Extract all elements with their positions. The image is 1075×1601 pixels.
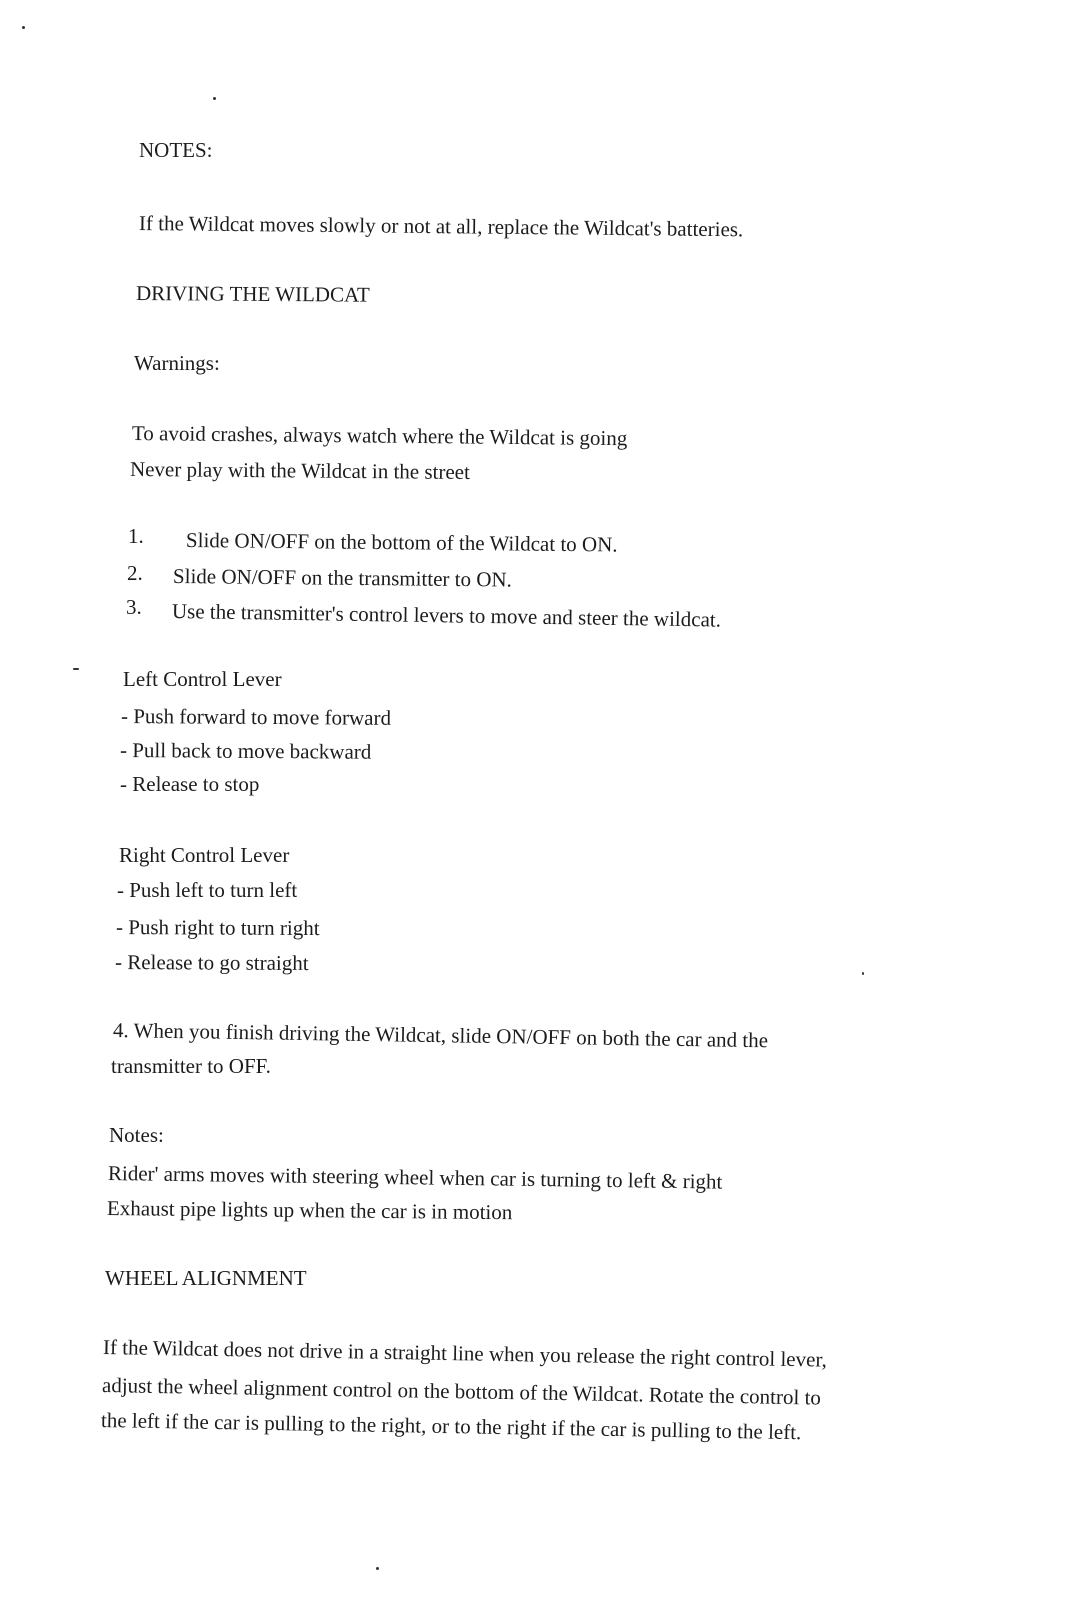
scan-speck [376, 1567, 379, 1570]
notes-heading: NOTES: [139, 138, 213, 162]
step-number: 3. [126, 595, 142, 619]
scan-speck [213, 97, 216, 100]
step-number: 1. [128, 524, 144, 548]
scan-speck [862, 972, 864, 975]
notes-text: If the Wildcat moves slowly or not at all, replace the Wildcat's batteries. [138, 211, 744, 242]
driving-heading: DRIVING THE WILDCAT [135, 281, 370, 307]
left-lever-item: - Push forward to move forward [120, 704, 392, 730]
step-number: 2. [127, 561, 143, 585]
scan-speck [73, 668, 79, 670]
left-lever-item: - Release to stop [120, 772, 260, 796]
step4-line: transmitter to OFF. [111, 1054, 271, 1078]
step-text: Slide ON/OFF on the bottom of the Wildcat to ON. [185, 528, 618, 557]
right-lever-item: - Push right to turn right [115, 915, 320, 941]
warnings-heading: Warnings: [134, 351, 220, 375]
right-lever-item: - Push left to turn left [117, 878, 298, 902]
notes2-line: Exhaust pipe lights up when the car is in motion [106, 1196, 513, 1225]
left-lever-item: - Pull back to move backward [119, 738, 372, 764]
right-lever-title: Right Control Lever [119, 843, 290, 867]
notes2-line: Rider' arms moves with steering wheel when car is turning to left & right [107, 1161, 723, 1194]
scan-speck [22, 26, 25, 29]
left-lever-title: Left Control Lever [123, 667, 282, 691]
step-text: Use the transmitter's control levers to move and steer the wildcat. [171, 599, 722, 632]
warning-line: Never play with the Wildcat in the street [129, 457, 471, 484]
step-text: Slide ON/OFF on the transmitter to ON. [172, 564, 513, 592]
alignment-line: If the Wildcat does not drive in a straight line when you release the right control lever, [102, 1335, 828, 1372]
alignment-line: the left if the car is pulling to the right, or to the right if the car is pulling to the left. [100, 1408, 802, 1445]
warning-line: To avoid crashes, always watch where the Wildcat is going [131, 421, 628, 451]
right-lever-item: - Release to go straight [114, 950, 309, 976]
alignment-line: adjust the wheel alignment control on the bottom of the Wildcat. Rotate the control to [101, 1373, 822, 1410]
alignment-heading: WHEEL ALIGNMENT [105, 1266, 307, 1290]
step4-line: 4. When you finish driving the Wildcat, slide ON/OFF on both the car and the [112, 1018, 769, 1053]
notes2-heading: Notes: [109, 1123, 164, 1147]
